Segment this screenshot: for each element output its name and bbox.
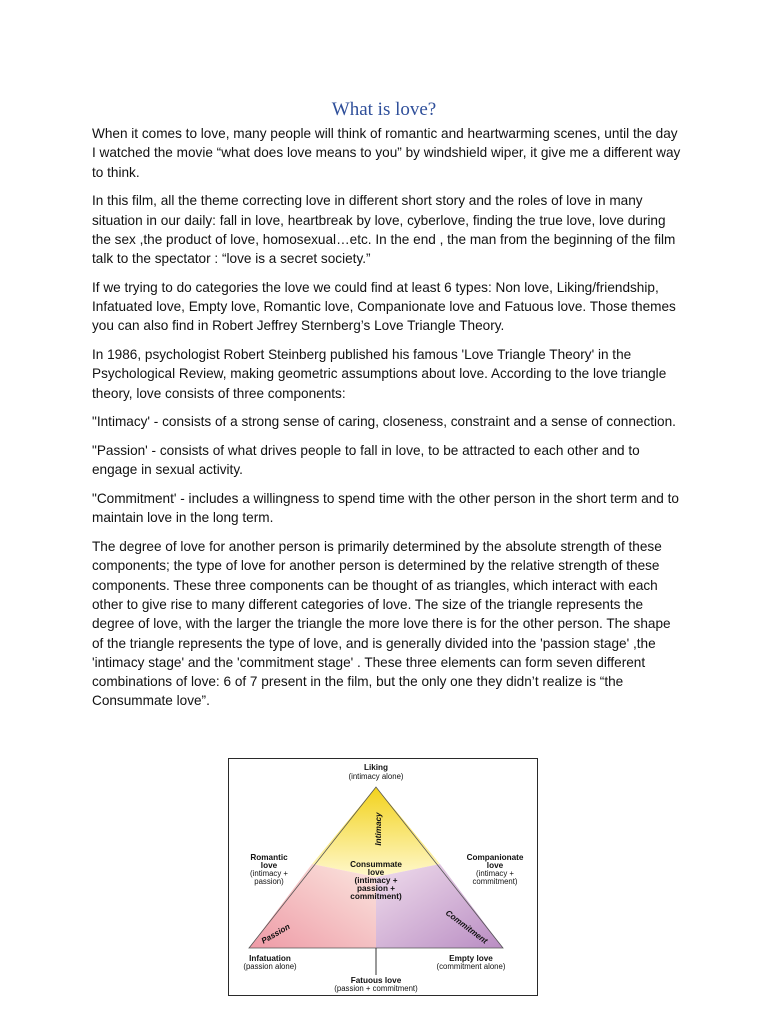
love-triangle-figure [228, 758, 538, 996]
paragraph-intro: When it comes to love, many people will think of romantic and heartwarming scenes, until the day I watched the movie “what does love means to you” by windshield wiper, it give me a different way to think. [92, 126, 681, 180]
paragraph-degree: The degree of love for another person is primarily determined by the absolute strength of these components; the type of love for another person is determined by the relative strength of these components. These three components can be thought of as triangles, which interact with each other to give rise to many different categories of love. The size of the triangle represents the degree of love, with the larger the triangle the more love there is for the other person. The shape of the triangle represents the type of love, and is generally divided into the 'passion stage' ,the 'intimacy stage' and the 'commitment stage' . These three elements can form seven different combinations of love: 6 of 7 present in the film, but the only one they didn’t realize is “the Consummate love”. [92, 539, 671, 709]
side-label-intimacy: Intimacy [374, 812, 383, 846]
body-text [92, 124, 682, 720]
infatuation-sub: (passion alone) [243, 962, 297, 971]
empty-sub: (commitment alone) [436, 962, 506, 971]
consummate-line-2: love [367, 868, 385, 877]
side-label-commitment: Commitment [443, 908, 490, 946]
romantic-sub-1: (intimacy + [250, 869, 288, 878]
companionate-sub-2: commitment) [472, 877, 518, 886]
romantic-title-1: Romantic [250, 853, 288, 862]
paragraph-film: In this film, all the theme correcting love in different short story and the roles of love in many situation in our daily: fall in love, heartbreak by love, cyberlove, finding the true love, love during the sex ,the product of love, homosexual…etc. In the end , the man from the beginning of the film talk to the spectator : “love is a secret society.” [92, 193, 676, 267]
paragraph-commitment: "Commitment' - includes a willingness to spend time with the other person in the short term and to maintain love in the long term. [92, 491, 679, 526]
love-triangle-diagram [229, 759, 537, 995]
paragraph-theory: In 1986, psychologist Robert Steinberg published his famous 'Love Triangle Theory' in the Psychological Review, making geometric assumptions about love. According to the love triangle theory, love consists of three components: [92, 347, 667, 401]
side-label-passion: Passion [259, 922, 292, 946]
consummate-line-5: commitment) [350, 892, 402, 901]
infatuation-title: Infatuation [249, 954, 291, 963]
companionate-title-1: Companionate [466, 853, 524, 862]
page-title: What is love? [331, 99, 437, 120]
romantic-title-2: love [260, 861, 278, 870]
paragraph-categories: If we trying to do categories the love we could find at least 6 types: Non love, Liking/friendship, Infatuated love, Empty love, Romantic love, Companionate love and Fatuous love. Those themes you can also find in Robert Jeffrey Sternberg’s Love Triangle Theory. [92, 279, 676, 334]
paragraph-intimacy: "Intimacy' - consists of a strong sense of caring, closeness, constraint and a sense of connection. [92, 414, 676, 430]
liking-sub: (intimacy alone) [348, 772, 404, 781]
consummate-line-3: (intimacy + [354, 876, 398, 885]
fatuous-sub: (passion + commitment) [334, 984, 418, 993]
paragraph-passion: "Passion' - consists of what drives people to fall in love, to be attracted to each other and to engage in sexual activity. [92, 443, 640, 478]
companionate-title-2: love [486, 861, 504, 870]
consummate-line-1: Consummate [350, 860, 402, 869]
consummate-line-4: passion + [357, 884, 395, 893]
fatuous-title: Fatuous love [350, 976, 402, 985]
empty-title: Empty love [449, 954, 493, 963]
companionate-sub-1: (intimacy + [476, 869, 514, 878]
liking-title: Liking [363, 763, 389, 772]
romantic-sub-2: passion) [254, 877, 284, 886]
